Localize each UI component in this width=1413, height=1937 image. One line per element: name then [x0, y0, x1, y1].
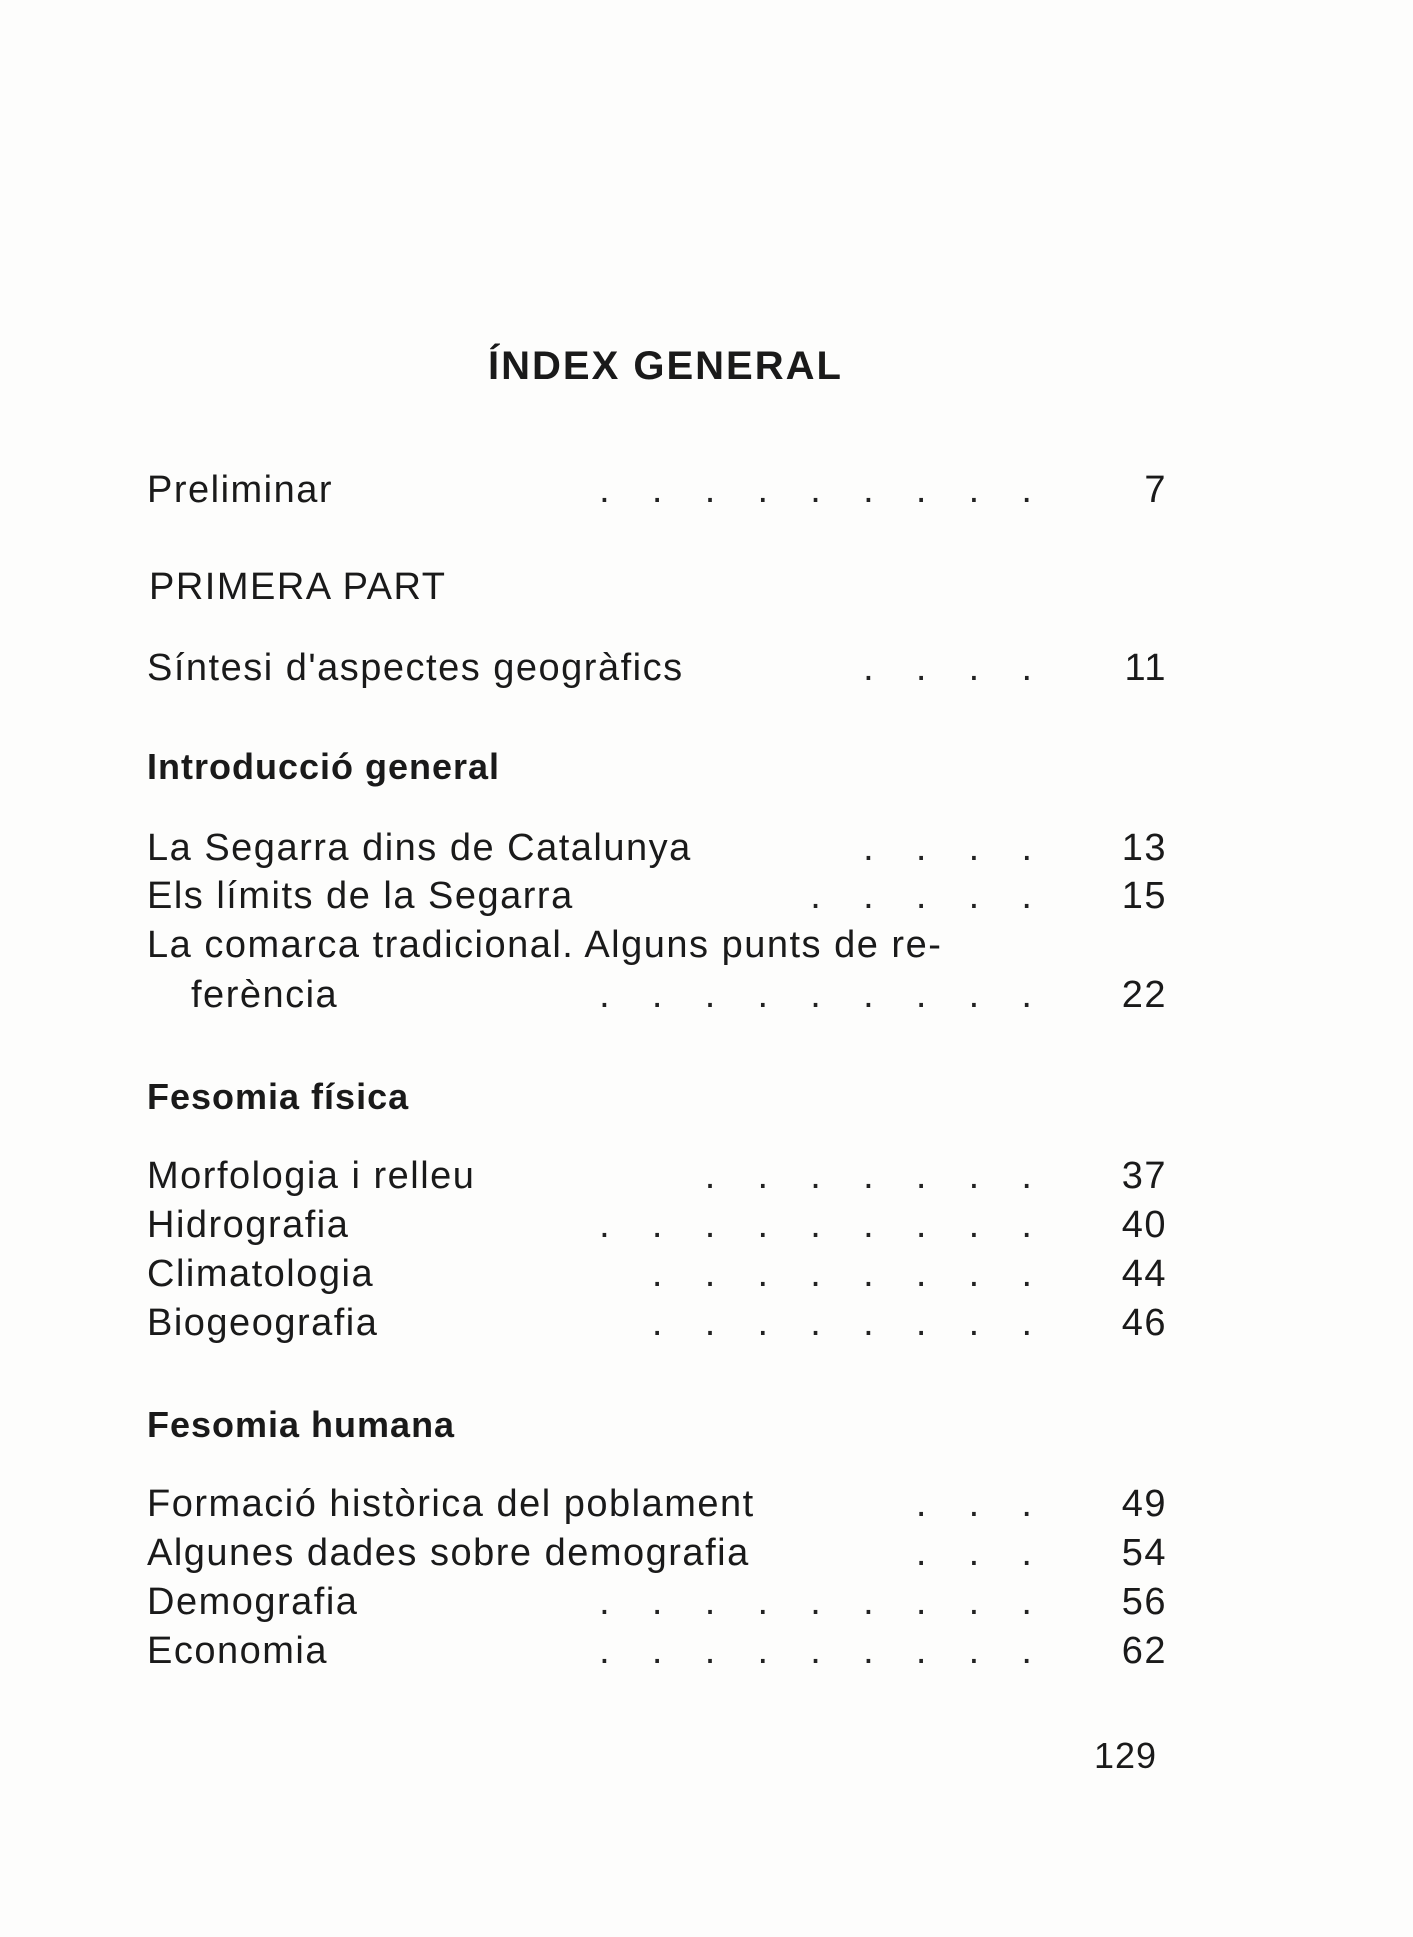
toc-entry-page: 40 [1121, 1204, 1167, 1246]
toc-entry-page: 56 [1121, 1581, 1167, 1623]
leader-dots: . . . . . . . . . [599, 1204, 1032, 1246]
leader-dots: . . . . [863, 827, 1032, 869]
toc-entry-page: 22 [1121, 974, 1167, 1016]
toc-entry [147, 1201, 1167, 1249]
toc-entry-label: Hidrografia [147, 1204, 350, 1246]
toc-entry-preliminar [147, 466, 1167, 514]
toc-entry-page: 44 [1121, 1253, 1167, 1295]
toc-entry [147, 872, 1167, 920]
toc-entry-label: Preliminar [147, 469, 334, 511]
toc-entry-page: 11 [1124, 647, 1167, 689]
toc-entry-label-line2: ferència [191, 974, 339, 1016]
toc-entry-page: 13 [1121, 827, 1167, 869]
toc-entry-label: Climatologia [147, 1253, 375, 1295]
toc-entry-page: 54 [1121, 1532, 1167, 1574]
toc-entry-label: La Segarra dins de Catalunya [147, 827, 692, 869]
toc-entry [147, 1578, 1167, 1626]
leader-dots: . . . . . [810, 875, 1032, 917]
toc-entry-label-line1: La comarca tradicional. Alguns punts de re- [147, 924, 943, 966]
toc-entry-label: Economia [147, 1630, 328, 1672]
toc-entry-page: 49 [1121, 1483, 1167, 1525]
leader-dots: . . . [915, 1532, 1032, 1574]
toc-entry-label: Formació històrica del poblament [147, 1483, 755, 1525]
toc-entry-page: 46 [1121, 1302, 1167, 1344]
toc-entry-label: Els límits de la Segarra [147, 875, 574, 917]
section-heading: Fesomia humana [147, 1404, 456, 1445]
toc-entry-label: Algunes dades sobre demografia [147, 1532, 750, 1574]
leader-dots: . . . . . . . . [651, 1253, 1032, 1295]
section-heading: Fesomia física [147, 1076, 410, 1117]
toc-entry-page: 62 [1121, 1630, 1167, 1672]
leader-dots: . . . . . . . [704, 1155, 1032, 1197]
toc-entry-page: 37 [1121, 1155, 1167, 1197]
toc-entry [147, 1152, 1167, 1200]
leader-dots: . . . . . . . . . [599, 1630, 1032, 1672]
leader-dots: . . . . . . . . . [599, 469, 1032, 511]
index-title: ÍNDEX GENERAL [488, 344, 843, 388]
toc-entry-page: 7 [1144, 469, 1167, 511]
leader-dots: . . . . [863, 647, 1032, 689]
leader-dots: . . . [915, 1483, 1032, 1525]
toc-entry [147, 824, 1167, 872]
leader-dots: . . . . . . . . [651, 1302, 1032, 1344]
toc-entry-synthesis [147, 644, 1167, 692]
toc-entry [147, 1529, 1167, 1577]
toc-entry [147, 1299, 1167, 1347]
leader-dots: . . . . . . . . . [599, 974, 1032, 1016]
toc-entry [147, 1627, 1167, 1675]
toc-entry [147, 1480, 1167, 1528]
page-number: 129 [1094, 1735, 1158, 1776]
section-heading: Introducció general [147, 746, 501, 787]
toc-entry-label: Demografia [147, 1581, 359, 1623]
toc-entry-label: Biogeografia [147, 1302, 379, 1344]
part-heading: PRIMERA PART [149, 566, 447, 608]
toc-entry-label: Síntesi d'aspectes geogràfics [147, 647, 684, 689]
toc-entry-label: Morfologia i relleu [147, 1155, 476, 1197]
leader-dots: . . . . . . . . . [599, 1581, 1032, 1623]
toc-entry [147, 971, 1167, 1019]
toc-entry [147, 1250, 1167, 1298]
toc-entry-page: 15 [1121, 875, 1167, 917]
